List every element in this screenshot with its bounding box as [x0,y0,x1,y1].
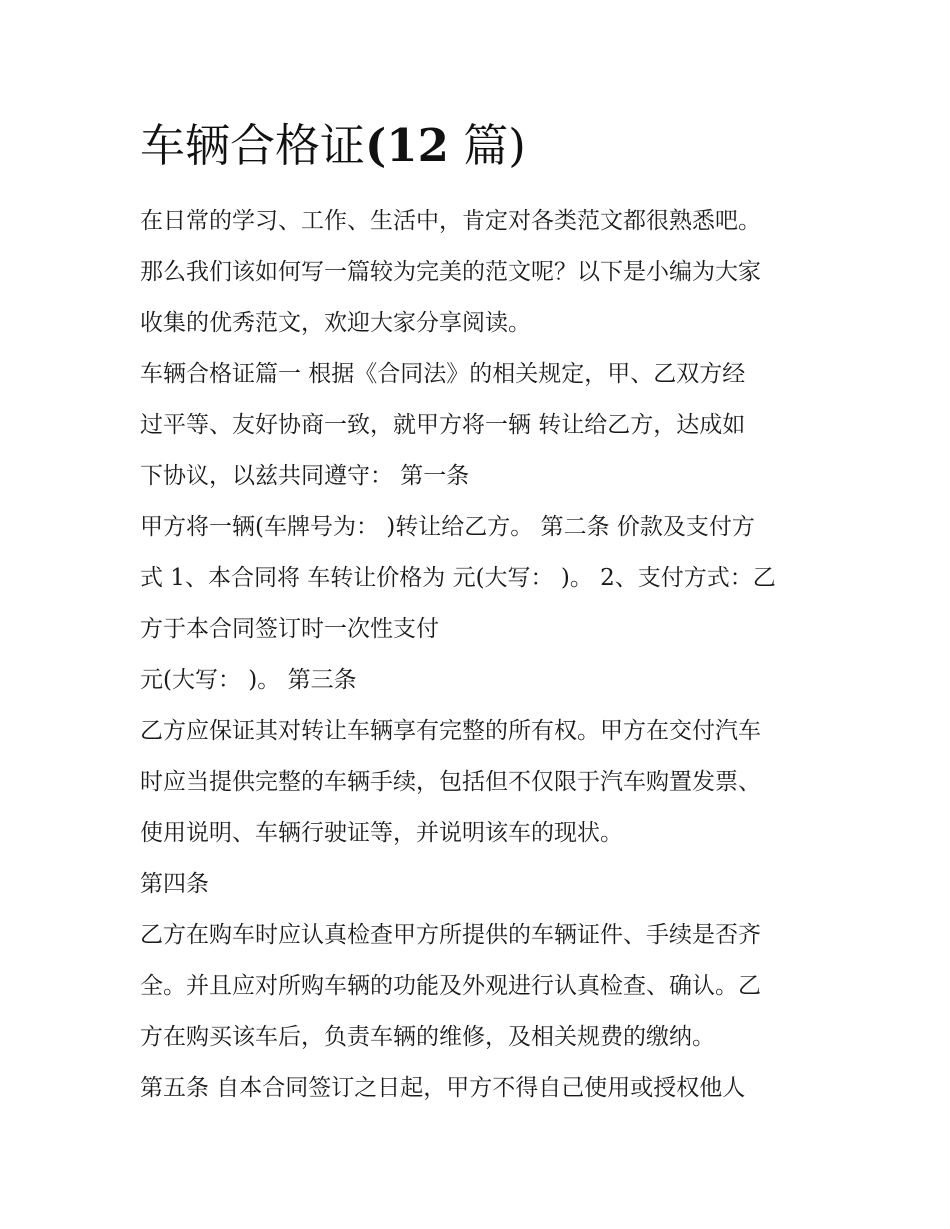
text-line: 甲方将一辆(车牌号为： )转让给乙方。 第二条 价款及支付方 [140,514,755,540]
text-line: 乙方在购车时应认真检查甲方所提供的车辆证件、手续是否齐 [140,922,761,948]
text-line: 乙方应保证其对转让车辆享有完整的所有权。甲方在交付汽车 [140,718,761,744]
text-line: 那么我们该如何写一篇较为完美的范文呢？以下是小编为大家 [140,259,761,285]
document-body [140,196,820,1114]
title-text: 车辆合格证 [140,119,366,172]
text-line: 方在购买该车后，负责车辆的维修，及相关规费的缴纳。 [140,1024,715,1050]
page-title [140,116,526,176]
text-line: 在日常的学习、工作、生活中，肯定对各类范文都很熟悉吧。 [140,208,761,234]
text-line: 式 1、本合同将 车转让价格为 元(大写： )。 2、支付方式：乙 [140,565,776,591]
text-line: 过平等、友好协商一致，就甲方将一辆 转让给乙方，达成如 [140,412,746,438]
text-line: 全。并且应对所购车辆的功能及外观进行认真检查、确认。乙 [140,973,761,999]
text-line: 收集的优秀范文，欢迎大家分享阅读。 [140,310,531,336]
text-line: 第五条 自本合同签订之日起，甲方不得自己使用或授权他人 [140,1075,746,1101]
title-unit: 篇) [463,119,526,172]
text-line: 下协议，以兹共同遵守： 第一条 [140,463,470,489]
text-line: 方于本合同签订时一次性支付 [140,616,439,642]
text-line: 时应当提供完整的车辆手续，包括但不仅限于汽车购置发票、 [140,769,761,795]
text-line: 第四条 [140,871,209,897]
text-line: 使用说明、车辆行驶证等，并说明该车的现状。 [140,820,623,846]
text-line: 车辆合格证篇一 根据《合同法》的相关规定，甲、乙双方经 [140,361,746,387]
text-line: 元(大写： )。 第三条 [140,667,357,693]
title-count: (12 [365,119,449,172]
